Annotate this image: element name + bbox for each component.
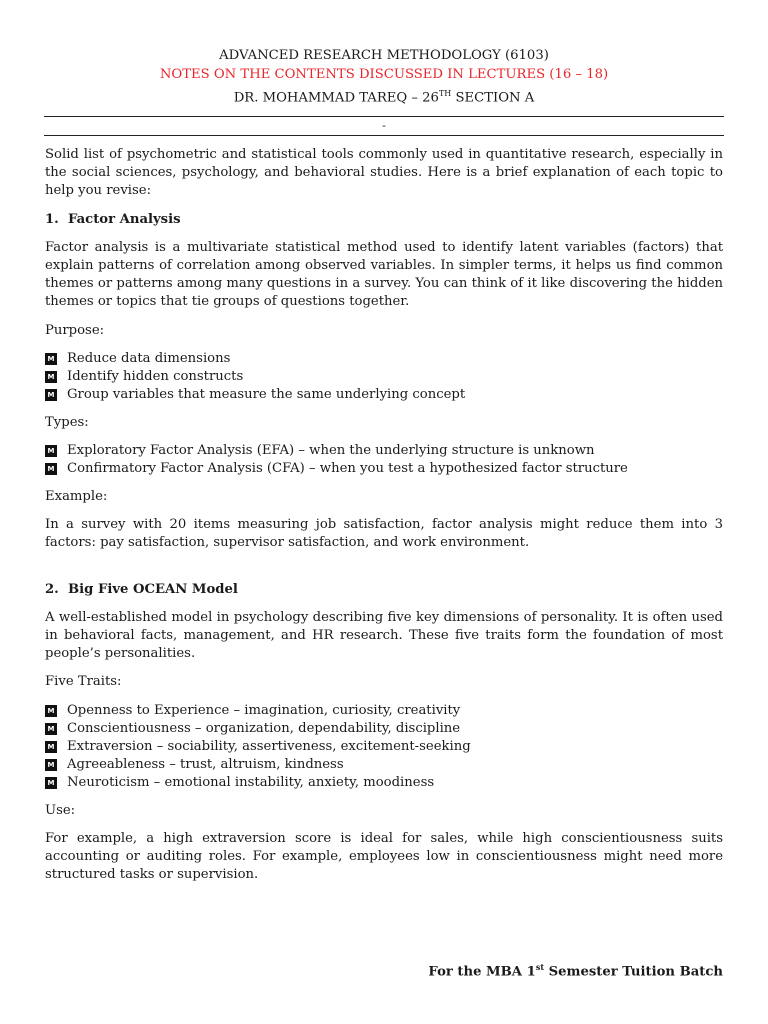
list-item-text: Reduce data dimensions bbox=[67, 350, 231, 366]
list-item-text: Openness to Experience – imagination, curiosity, creativity bbox=[67, 702, 461, 718]
list-item-text: Neuroticism – emotional instability, anxiety, moodiness bbox=[67, 774, 435, 790]
course-title: ADVANCED RESEARCH METHODOLOGY (6103) bbox=[219, 48, 549, 63]
use-paragraph: For example, a high extraversion score is ideal for sales, while high conscientiousness suits accounting or auditing roles. For example, employees low in conscientiousness might need more structured tasks or supervision. bbox=[45, 830, 723, 883]
bullet-m-icon: M bbox=[45, 371, 57, 383]
list-item bbox=[45, 368, 723, 386]
example-label: Example: bbox=[45, 489, 108, 505]
list-item-text: Extraversion – sociability, assertiveness, excitement-seeking bbox=[67, 738, 471, 754]
bullet-m-icon: M bbox=[45, 389, 57, 401]
intro-paragraph: Solid list of psychometric and statistical tools commonly used in quantitative research, especially in the social sciences, psychology, and behavioral studies. Here is a brief explanation of each topic to help you revise: bbox=[45, 147, 723, 199]
footer-ordinal-suffix: st bbox=[535, 962, 545, 972]
big-five-description: A well-established model in psychology describing five key dimensions of personality. It is often used in behavioral facts, management, and HR research. These five traits form the foundation of most people’s personalities. bbox=[45, 609, 723, 662]
list-item bbox=[45, 702, 723, 720]
types-list bbox=[45, 442, 723, 478]
lecture-notes-subtitle: NOTES ON THE CONTENTS DISCUSSED IN LECTURES (16 – 18) bbox=[159, 67, 609, 82]
bullet-m-icon: M bbox=[45, 759, 57, 771]
bullet-m-icon: M bbox=[45, 463, 57, 475]
bullet-m-icon: M bbox=[45, 705, 57, 717]
five-traits-label: Five Traits: bbox=[45, 674, 122, 690]
page-footer bbox=[428, 962, 723, 979]
traits-list bbox=[45, 702, 723, 792]
list-item-text: Group variables that measure the same underlying concept bbox=[67, 386, 466, 402]
instructor-batch-suffix: TH bbox=[438, 89, 452, 98]
bullet-m-icon: M bbox=[45, 445, 57, 457]
bullet-m-icon: M bbox=[45, 741, 57, 753]
divider-text: - bbox=[382, 119, 386, 132]
footer-text: For the MBA 1 bbox=[428, 964, 536, 980]
bullet-m-icon: M bbox=[45, 723, 57, 735]
list-item bbox=[45, 738, 723, 756]
instructor-name: DR. MOHAMMAD TAREQ – 26 bbox=[233, 90, 439, 106]
list-item-text: Exploratory Factor Analysis (EFA) – when the underlying structure is unknown bbox=[67, 443, 595, 459]
section-number: 1. bbox=[45, 211, 59, 227]
list-item bbox=[45, 756, 723, 774]
example-paragraph: In a survey with 20 items measuring job satisfaction, factor analysis might reduce them into 3 factors: pay satisfaction, supervisor satisfaction, and work environment. bbox=[45, 517, 723, 551]
footer-text-end: Semester Tuition Batch bbox=[544, 964, 723, 980]
section-title: Factor Analysis bbox=[68, 211, 181, 227]
list-item bbox=[45, 350, 723, 368]
header-divider bbox=[44, 116, 724, 136]
list-item bbox=[45, 460, 723, 478]
document-body bbox=[45, 146, 723, 894]
list-item bbox=[45, 720, 723, 738]
purpose-list bbox=[45, 350, 723, 404]
section-label: SECTION A bbox=[451, 90, 535, 106]
bullet-m-icon: M bbox=[45, 777, 57, 789]
list-item-text: Agreeableness – trust, altruism, kindness bbox=[67, 756, 344, 772]
factor-analysis-description: Factor analysis is a multivariate statistical method used to identify latent variables (factors) that explain patterns of correlation among observed variables. In simpler terms, it helps us find common themes or patterns among many questions in a survey. You can think of it like discovering the hidden themes or topics that tie groups of questions together. bbox=[45, 239, 723, 310]
instructor-line bbox=[0, 84, 768, 107]
section-heading-factor-analysis bbox=[45, 211, 723, 229]
use-label: Use: bbox=[45, 802, 76, 818]
document-header bbox=[0, 46, 768, 107]
list-item-text: Conscientiousness – organization, dependability, discipline bbox=[67, 720, 461, 736]
list-item-text: Confirmatory Factor Analysis (CFA) – when you test a hypothesized factor structure bbox=[67, 461, 628, 477]
list-item bbox=[45, 386, 723, 404]
list-item bbox=[45, 774, 723, 792]
section-number: 2. bbox=[45, 581, 59, 597]
section-heading-big-five bbox=[45, 581, 723, 599]
purpose-label: Purpose: bbox=[45, 322, 105, 338]
section-spacer bbox=[45, 563, 723, 581]
list-item-text: Identify hidden constructs bbox=[67, 368, 244, 384]
list-item bbox=[45, 442, 723, 460]
types-label: Types: bbox=[45, 414, 89, 430]
bullet-m-icon: M bbox=[45, 353, 57, 365]
section-title: Big Five OCEAN Model bbox=[68, 581, 238, 597]
